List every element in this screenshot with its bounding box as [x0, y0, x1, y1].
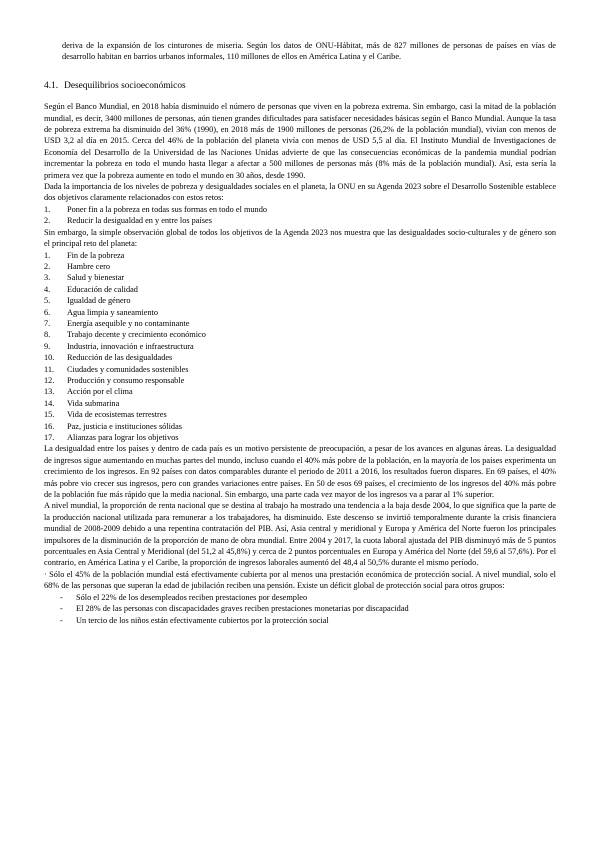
list-item: 13. Acción por el clima: [44, 387, 133, 397]
paragraph-agenda-intro: Dada la importancia de los niveles de pobreza y desigualdades sociales en el planeta, la ONU en su Agenda 2023 sobre el Desarrollo Sostenible establece dos objetivos claramente relacionados con estos retos:: [44, 182, 556, 203]
list-item: 15. Vida de ecosistemas terrestres: [44, 410, 167, 420]
section-heading: [44, 81, 556, 92]
list-item: - Sólo el 22% de los desempleados reciben prestaciones por desempleo: [60, 592, 308, 602]
document-body: [44, 40, 556, 626]
list-item: 6. Agua limpia y saneamiento: [44, 307, 159, 317]
paragraph-labour-share: A nivel mundial, la proporción de renta nacional que se destina al trabajo ha mostrado una tendencia a la baja desde 2004, lo que significa que la parte de la producción nacional utilizada para remunerar a los trabajadores, ha disminuido. Este descenso se invirtió temporalmente durante la crisis financiera mundial de 2008-2009 debido a una repentina contratación del PIB. Así, Asia central y meridional y Europa y América del Norte fueron los principales impulsores de la disminución de la proporción de mano de obra mundial. Entre 2004 y 2017, la cuota laboral ajustada del PIB disminuyó más de 5 puntos porcentuales en Asia Central y Meridional (del 51,2 al 45,8%) y cerca de 2 puntos porcentuales en Europa y América del Norte (del 59,6 al 57,6%). Por el contrario, en América Latina y el Caribe, la proporción de ingresos laborales aumentó del 48,4 al 50,5% durante el mismo período.: [44, 501, 556, 568]
list-item: 2. Hambre cero: [44, 261, 111, 271]
list-item: - El 28% de las personas con discapacidades graves reciben prestaciones monetarias por discapacidad: [60, 604, 409, 614]
list-item: 3. Salud y bienestar: [44, 273, 125, 283]
list-item: 16. Paz, justicia e instituciones sólidas: [44, 421, 182, 431]
list-item: 12. Producción y consumo responsable: [44, 375, 185, 385]
list-item: 4. Educación de calidad: [44, 284, 138, 294]
list-item: 1. Poner fin a la pobreza en todas sus formas en todo el mundo: [44, 204, 267, 214]
list-item: 7. Energía asequible y no contaminante: [44, 318, 190, 328]
list-item: 10. Reducción de las desigualdades: [44, 353, 173, 363]
paragraph-social-protection: · Sólo el 45% de la población mundial está efectivamente cubierta por al menos una prestación económica de protección social. A nivel mundial, solo el 68% de las personas que superan la edad de jubilación reciben una pensión. Existe un déficit global de protección social para otros grupos:: [44, 569, 556, 591]
paragraph-inequality: La desigualdad entre los países y dentro de cada país es un motivo persistente de preocupación, a pesar de los avances en algunas áreas. La desigualdad de ingresos sigue aumentando en muchas partes del mundo, incluso cuando el 40% más pobre de la población, en la mayoría de los países experimenta un crecimiento de los ingresos. En 92 países con datos comparables durante el periodo de 2011 a 2016, los resultados fueron dispares. En 69 países, el 40% más pobre vio crecer sus ingresos, pero con grandes variaciones entre países. En 50 de esos 69 países, el crecimiento de los ingresos del 40% más pobre de la población fue más rápido que la media nacional. Sin embargo, una parte cada vez mayor de los ingresos va a parar al 1% superior.: [44, 444, 556, 500]
section-number: 4.1.: [44, 80, 59, 91]
protection-gap-list: [44, 592, 556, 626]
list-item: 11. Ciudades y comunidades sostenibles: [44, 364, 189, 374]
list-item: 2. Reducir la desigualdad en y entre los países: [44, 216, 212, 226]
agenda-goals-short-list: [44, 204, 556, 227]
paragraph-poverty: Según el Banco Mundial, en 2018 había disminuido el número de personas que viven en la pobreza extrema. Sin embargo, casi la mitad de la población mundial, es decir, 3400 millones de personas, aún tienen grandes dificultades para satisfacer necesidades básicas según el Banco Mundial. Aunque la tasa de pobreza extrema ha disminuido del 36% (1990), en 2018 más de 1900 millones de personas (26,2% de la población mundial), vivían con menos de USD 3,2 al día en 2015. Cerca del 46% de la población del planeta vivía con menos de USD 5,5 al día. El Instituto Mundial de Investigaciones de Economía del Desarrollo de la Universidad de las Naciones Unidas advierte de que las consecuencias económicas de la pandemia mundial podrían incrementar la pobreza en todo el mundo hasta llegar a afectar a 500 millones de personas más (8% más de la población mundial). Así, esta sería la primera vez que la pobreza aumente en todo el mundo en 30 años, desde 1990.: [44, 102, 556, 180]
agenda-goals-full-list: [44, 250, 556, 444]
list-item: 14. Vida submarina: [44, 398, 120, 408]
paragraph-agenda-observation: Sin embargo, la simple observación global de todos los objetivos de la Agenda 2023 nos muestra que las desigualdades socio-culturales y de género son el principal reto del planeta:: [44, 227, 556, 249]
list-item: 8. Trabajo decente y crecimiento económico: [44, 330, 206, 340]
continued-paragraph: deriva de la expansión de los cinturones de miseria. Según los datos de ONU-Hábitat, más de 827 millones de personas de países en vías de desarrollo habitan en barrios urbanos informales, 110 millones de ellos en América Latina y el Caribe.: [62, 41, 556, 62]
list-item: 5. Igualdad de género: [44, 296, 131, 306]
list-item: 1. Fin de la pobreza: [44, 250, 125, 260]
list-item: - Un tercio de los niños están efectivamente cubiertos por la protección social: [60, 615, 329, 625]
list-item: 17. Alianzas para lograr los objetivos: [44, 433, 179, 442]
section-title: Desequilibrios socioeconómicos: [64, 80, 186, 91]
list-item: 9. Industria, innovación e infraestructura: [44, 341, 194, 351]
